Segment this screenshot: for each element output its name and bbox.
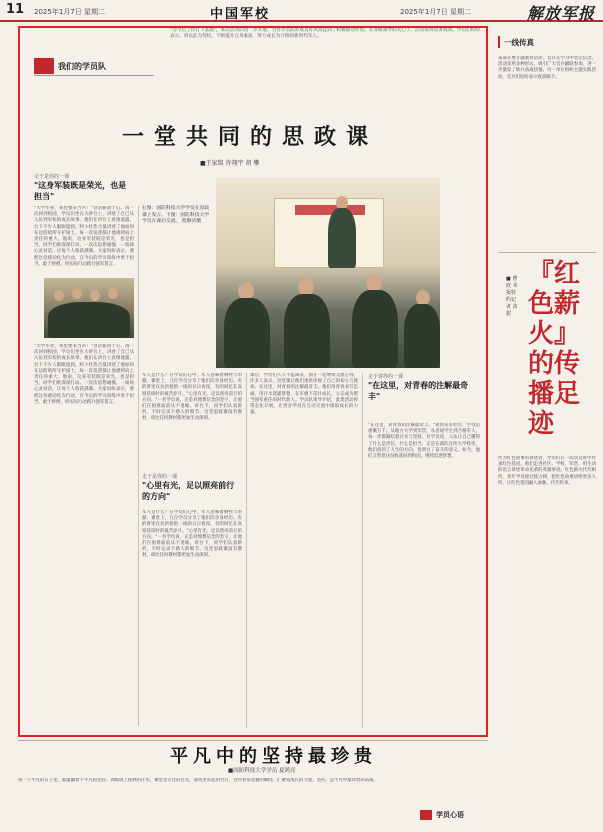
newspaper-logo: 解放军报: [526, 4, 595, 23]
student-figure-2: [284, 294, 330, 368]
article-headline: 一堂共同的思政课: [121, 125, 378, 150]
masthead-date-left: 2025年1月7日 星期二: [34, 8, 105, 16]
bottom-column-tag: [420, 810, 464, 820]
sidebar-news-text: 某部开展专题教育活动，官兵在学习中坚定信念。活动采用多种形式，吸引广大官兵踊跃参加，进一步激发了练兵备战热情。另一单位组织主题实践活动，官兵们纷纷表示收获颇丰。: [498, 56, 596, 80]
column-tag: [34, 58, 106, 74]
body-column-3: 课后，学员们久久不愿离去，围在一起继续交流心得。许多人表示，这堂课让他们重新审视了自己的初心与使命。在这里，对青春的注解最奇丰。他们用青春书写忠诚，用汗水浇灌梦想，在军旗下茁壮成长，立志成为堪当强军重任的时代新人。学员队领导介绍，此类活动将常态化开展，让更多学员在互动交流中汲取成长的力量。: [250, 373, 358, 416]
body-column-4: "在这里，对青春的注解最奇丰。"谈到从军经历，学员们感慨万千。从地方大学到军营，从普通学生到合格军人，每一步都凝结着汗水与坚持。有学员说，入伍让自己懂得了什么是责任，什么是担当。正是在部队这所大学校里，他们找到了人生的方向，也明白了奋斗的意义。如今，他们又带着这份收获回到校园，继续追逐梦想。: [368, 423, 480, 460]
bottom-tag-icon: [420, 810, 432, 820]
column-divider-1: [138, 206, 139, 726]
sidebar-feature-text: 作为红色故事的讲述者，学员们在一次次宣讲中传承红色基因。他们走进社区、学校、军营，用生动的语言讲述革命先辈的英雄事迹。红色薪火代代相传，青年学员接过接力棒，把红色故事讲给更多人听，让红色基因融入血脉、代代传承。: [498, 456, 596, 486]
speaker-figure: [328, 208, 356, 268]
section-title: 中国军校: [210, 7, 271, 22]
subhead-3-kicker: 走于讲得的一课: [368, 374, 404, 380]
subhead-3-title: "在这里，对青春的注解最奇丰": [368, 381, 469, 401]
photo-caption: 右图：国防科技大学学员在思政课上发言。下图：国防科技大学学员在课后交流。 程顺涛摄: [142, 206, 210, 224]
subhead-1-title: "这身军装既是荣光，也是担当": [34, 181, 127, 201]
body-column-1-top: "大学毕业，我也要来当兵！"这话振动于心。再一次回到校园，学员们坐在大讲台上，讲述了自己从入伍到军校的成长故事。他们在讲台上真情流露，台下不少人眼眶湿润。阿卜杜热合曼讲述了他如何在边防哨所守护国土，每一次巡逻都让他感到肩上责任的重大。他说，这身军装既是荣光，也是担当。同学们被深深打动。一次次思想碰撞，一场场心灵对话，让每个人收获满满。大家纷纷表示，要把这份感动化为行动，在今后的学习训练中勇于担当、敢于拼搏，用实际行动践行强军誓言。: [34, 206, 134, 267]
student-figure-1: [224, 298, 270, 368]
sidebar-section-head: [498, 36, 534, 48]
group-head-4: [108, 288, 118, 299]
sidebar-feature-title: 『红色薪火』的传播足迹: [528, 259, 581, 439]
group-head-1: [54, 290, 64, 301]
subhead-1: [34, 173, 134, 202]
body-column-1: "大学毕业，我也要来当兵！"这话振动于心。再一次回到校园，学员们坐在大讲台上，讲述了自己从入伍到军校的成长故事。他们在讲台上真情流露，台下不少人眼眶湿润。阿卜杜热合曼讲述了他如何在边防哨所守护国土，每一次巡逻都让他感到肩上责任的重大。他说，这身军装既是荣光，也是担当。同学们被深深打动。一次次思想碰撞，一场场心灵对话，让每个人收获满满。大家纷纷表示，要把这份感动化为行动，在今后的学习训练中勇于担当、敢于拼搏，用实际行动践行强军誓言。: [34, 344, 134, 405]
subhead-2: [142, 473, 242, 502]
subhead-1-kicker: 走于是你的一课: [34, 174, 70, 180]
board-banner: [295, 205, 365, 215]
group-photo: [44, 278, 134, 338]
group-head-3: [90, 290, 100, 301]
column-divider-2: [246, 373, 247, 728]
lead-paragraph: "为今后工作打下基础"，本次活动的进一步开展，为各学员队形成良好风尚起到了积极推动作用。在各级领导的关心下，活动取得显著成效。学员们纷纷表示，将以此为契机，不断提升自身素质，努力成长为合格的新时代军人。: [170, 28, 480, 39]
sidebar-feature-author: ■ 曹 欣 本报特约记者 苗 甜: [506, 276, 518, 317]
student-figure-3: [352, 290, 398, 368]
group-head-2: [72, 288, 82, 299]
page-number: 11: [6, 2, 25, 17]
article-byline: ■王家铭 许翔宇 胡 攀: [200, 160, 260, 167]
highlighted-article-frame[interactable]: [18, 26, 488, 737]
sidebar-head-bar: [498, 36, 500, 48]
classroom-photo: [216, 178, 440, 368]
bottom-article-headline: 平凡中的坚持最珍贵: [170, 746, 377, 767]
body-column-2-top: 军人是什么？在学员们心中，军人意味着牺牲与奉献。课堂上，几位学员分享了他们的亲身经历。有的讲述在抗洪抢险一线的日日夜夜，有的回忆在高原驻训时的艰苦岁月。"心里有光，足以照亮前行的方向。"一名学员说，正是对理想信念的坚守，让他们在困难面前从不退缩。讲台下，同学们认真聆听，不时记录下感人的细节。这堂思政课没有教材，却比任何教材都更加生动深刻。: [142, 373, 242, 422]
column-tag-icon: [34, 58, 54, 74]
page-masthead: [0, 0, 603, 22]
bottom-article-text: 每一个平凡的日子里，都蕴藏着不平凡的坚持。训练场上挥洒的汗水，课堂里专注的目光，深夜里亮起的台灯，这些看似普通的瞬间，汇聚成成长的力量。坚持，是平凡中最珍贵的品质。: [18, 778, 379, 783]
bottom-divider: [18, 740, 488, 741]
sidebar-divider: [498, 252, 596, 253]
group-figures: [48, 302, 130, 338]
sidebar: [498, 26, 598, 826]
student-figure-4: [404, 304, 440, 368]
bottom-article-byline: ■国防科技大学学员 夏鸿亮: [228, 768, 296, 774]
masthead-date-right: 2025年1月7日 星期二: [400, 8, 471, 16]
bottom-tag-label: 学员心语: [436, 811, 464, 819]
sidebar-head-label: 一线传真: [504, 37, 534, 47]
column-tag-label: 我们的学员队: [58, 61, 106, 71]
subhead-3: [368, 373, 480, 402]
column-divider-3: [362, 373, 363, 728]
subhead-2-title: "心里有光，足以照亮前行的方向": [142, 481, 235, 501]
subhead-2-kicker: 走于是你的一课: [142, 474, 178, 480]
body-column-2: 军人是什么？在学员们心中，军人意味着牺牲与奉献。课堂上，几位学员分享了他们的亲身经历。有的讲述在抗洪抢险一线的日日夜夜，有的回忆在高原驻训时的艰苦岁月。"心里有光，足以照亮前行的方向。"一名学员说，正是对理想信念的坚守，让他们在困难面前从不退缩。讲台下，同学们认真聆听，不时记录下感人的细节。这堂思政课没有教材，却比任何教材都更加生动深刻。: [142, 510, 242, 559]
column-tag-rule: [34, 75, 154, 76]
